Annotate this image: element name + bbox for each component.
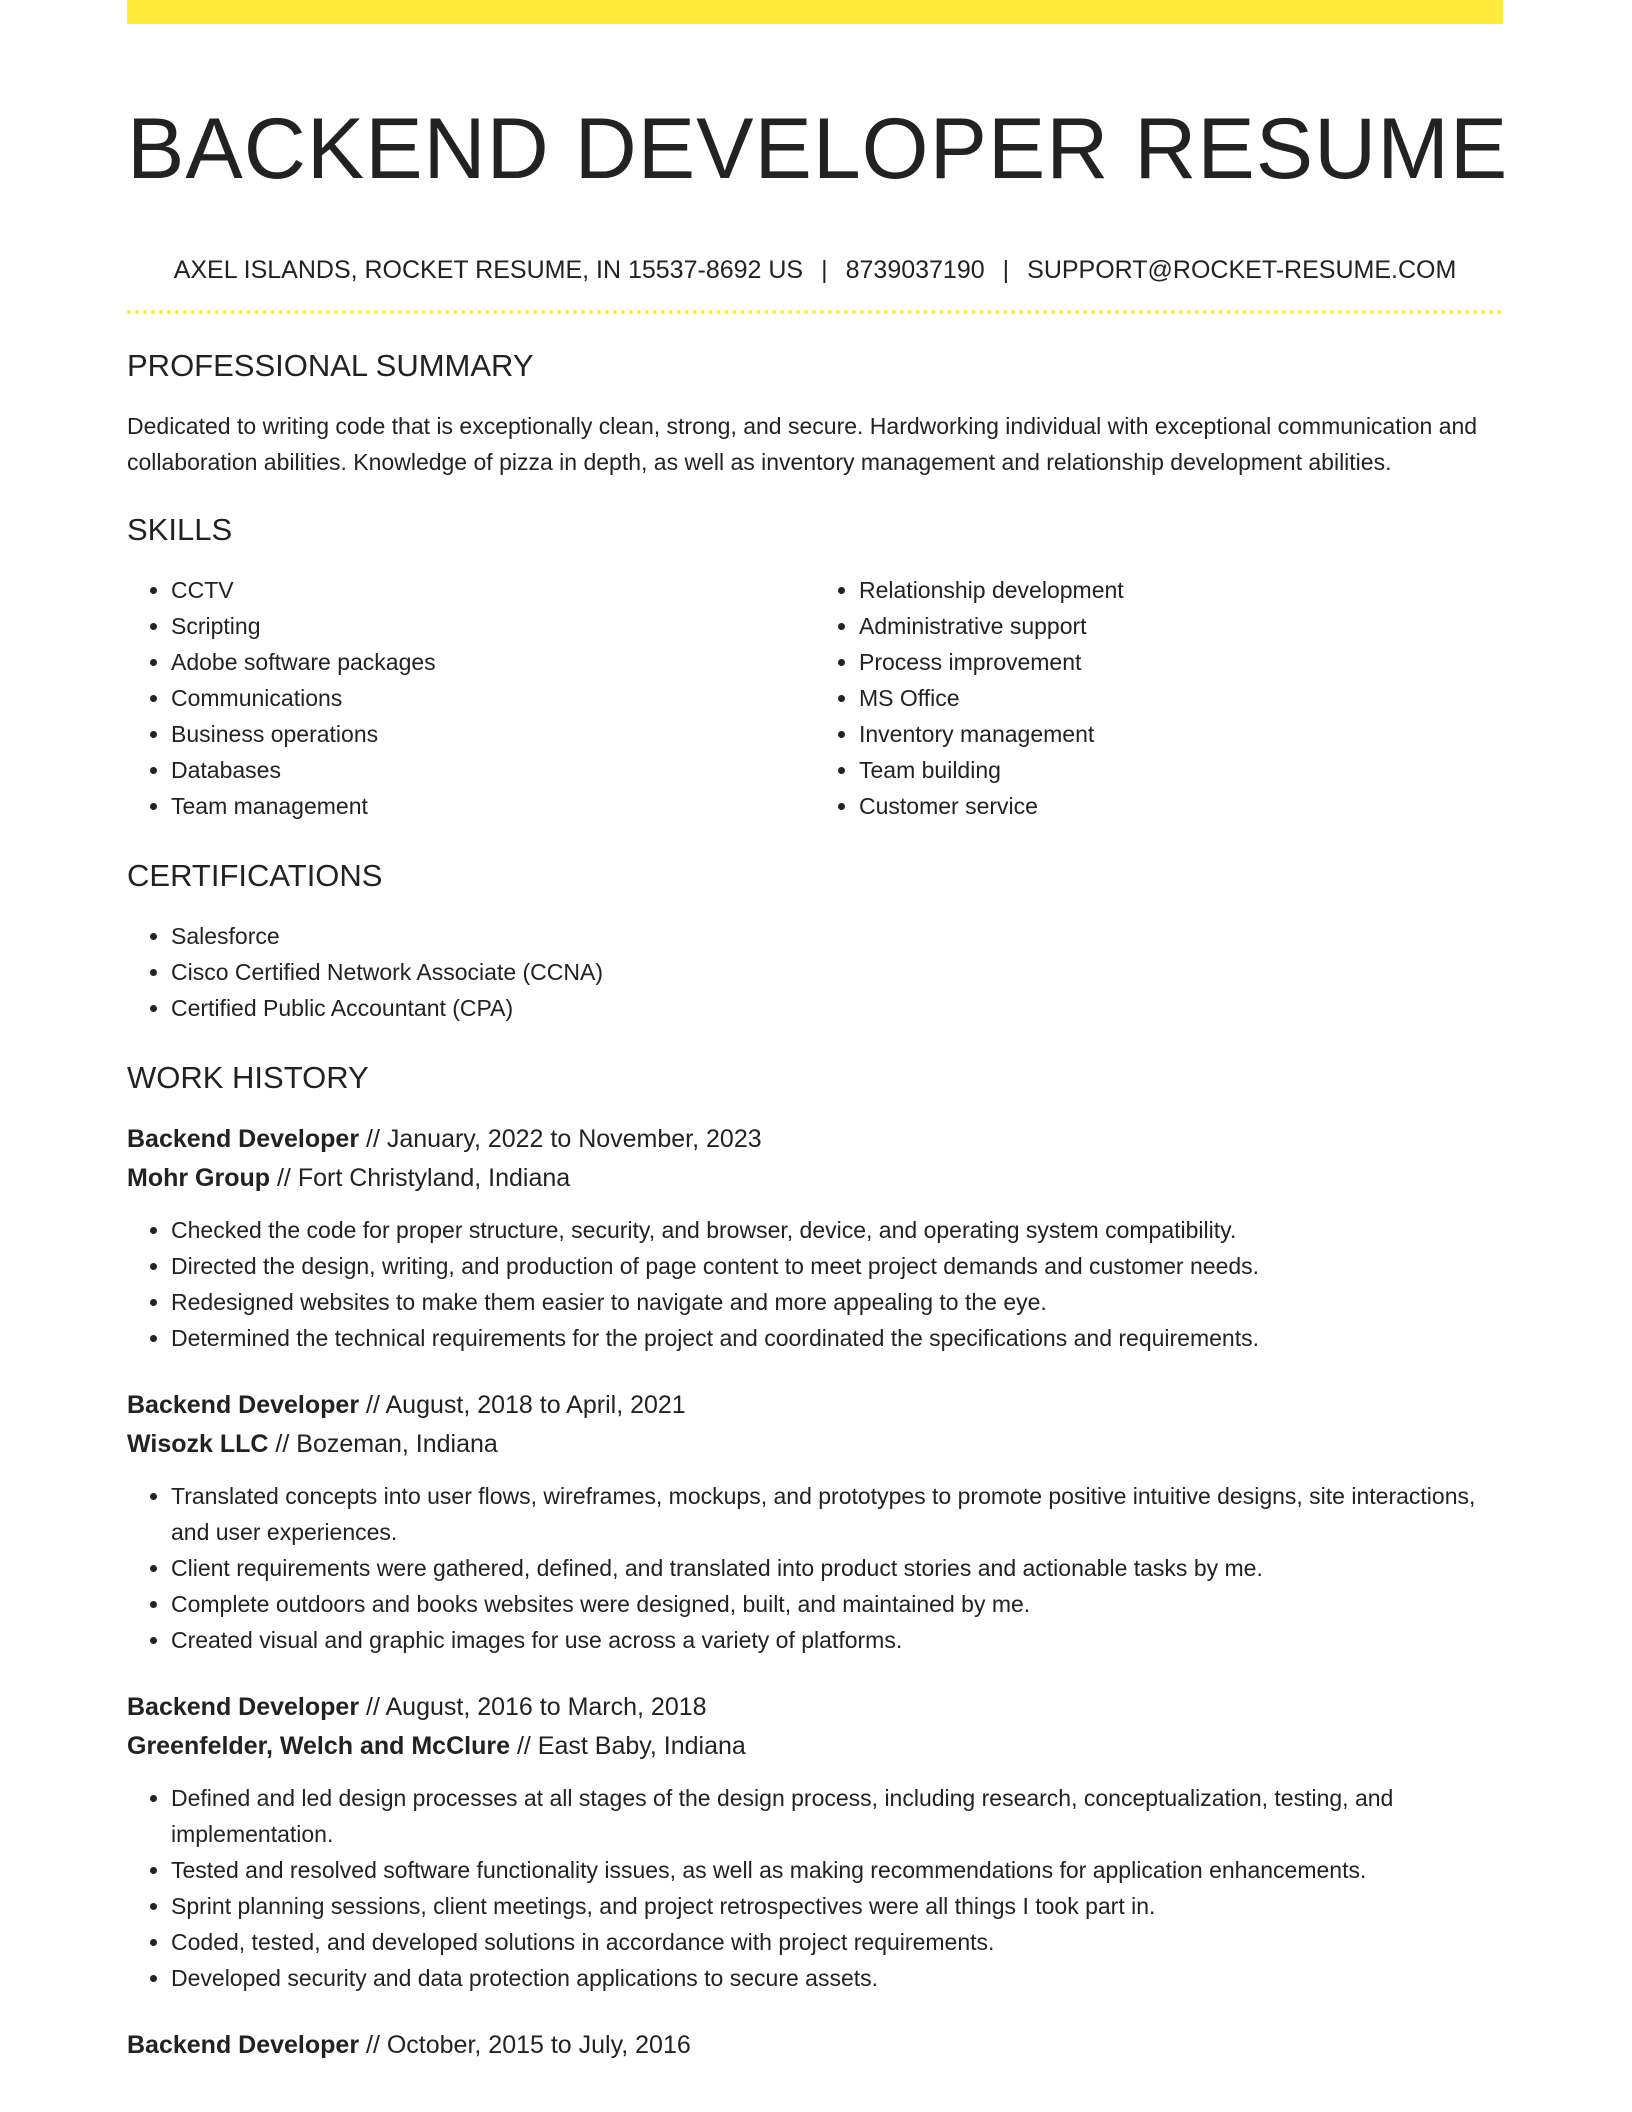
certification-item: • Cisco Certified Network Associate (CCNA) <box>171 954 1503 990</box>
job-role-line <box>127 1688 1503 1727</box>
job-location: Fort Christyland, Indiana <box>297 1164 571 1192</box>
job-duty-item: • Redesigned websites to make them easier to navigate and more appealing to the eye. <box>171 1284 1503 1320</box>
contact-email: SUPPORT@ROCKET-RESUME.COM <box>1027 256 1457 284</box>
job-divider: // <box>366 1391 380 1419</box>
job-divider: // <box>366 2031 380 2059</box>
job-dates: August, 2018 to April, 2021 <box>385 1391 686 1419</box>
job-role-line <box>127 2026 1503 2065</box>
job-duties-list <box>127 1212 1503 1356</box>
job-entry <box>127 1386 1503 1658</box>
summary-text: Dedicated to writing code that is exceptionally clean, strong, and secure. Hardworking individual with exceptional communication and collaboration abilities. Knowledge of pizza in depth, as well as inventory management and relationship development abilities. <box>127 413 1478 475</box>
job-role: Backend Developer <box>127 2031 360 2059</box>
job-company: Mohr Group <box>127 1164 271 1192</box>
job-duty-item: • Determined the technical requirements for the project and coordinated the specifications and requirements. <box>171 1320 1503 1356</box>
job-duty-item: • Coded, tested, and developed solutions in accordance with project requirements. <box>171 1924 1503 1960</box>
certification-item: • Certified Public Accountant (CPA) <box>171 990 1503 1026</box>
job-role: Backend Developer <box>127 1391 360 1419</box>
skill-item: • Databases <box>171 752 815 788</box>
skill-item: • CCTV <box>171 572 815 608</box>
contact-phone: 8739037190 <box>845 256 985 284</box>
job-duty-item: • Developed security and data protection applications to secure assets. <box>171 1960 1503 1996</box>
skill-item: • Communications <box>171 680 815 716</box>
resume-title: BACKEND DEVELOPER RESUME <box>127 101 1509 197</box>
skill-item: • Team management <box>171 788 815 824</box>
summary-heading: PROFESSIONAL SUMMARY <box>127 348 534 383</box>
job-dates: October, 2015 to July, 2016 <box>386 2031 691 2059</box>
job-divider: // <box>366 1693 380 1721</box>
job-duty-item: • Defined and led design processes at all stages of the design process, including research, conceptualization, testing, and implementation. <box>171 1780 1503 1852</box>
job-duty-item: • Directed the design, writing, and production of page content to meet project demands and customer needs. <box>171 1248 1503 1284</box>
job-divider: // <box>516 1732 531 1760</box>
skill-item: • Business operations <box>171 716 815 752</box>
job-divider: // <box>275 1430 290 1458</box>
job-duty-item: • Sprint planning sessions, client meetings, and project retrospectives were all things I took part in. <box>171 1888 1503 1924</box>
contact-address: AXEL ISLANDS, ROCKET RESUME, IN 15537-8692 US <box>173 256 804 284</box>
job-duties-list <box>127 1478 1503 1658</box>
certifications-list <box>127 918 1503 1026</box>
certification-item: • Salesforce <box>171 918 1503 954</box>
job-company: Greenfelder, Welch and McClure <box>127 1732 510 1760</box>
skills-column-right <box>815 572 1503 824</box>
skill-item: • MS Office <box>859 680 1503 716</box>
job-duty-item: • Checked the code for proper structure, security, and browser, device, and operating system compatibility. <box>171 1212 1503 1248</box>
skill-item: • Process improvement <box>859 644 1503 680</box>
job-duty-item: • Translated concepts into user flows, wireframes, mockups, and prototypes to promote positive intuitive designs, site interactions, and user experiences. <box>171 1478 1503 1550</box>
job-duty-item: • Complete outdoors and books websites were designed, built, and maintained by me. <box>171 1586 1503 1622</box>
skill-item: • Scripting <box>171 608 815 644</box>
job-duties-list <box>127 1780 1503 1996</box>
skills-column-left <box>127 572 815 824</box>
job-company-line <box>127 1425 1503 1464</box>
skill-item: • Team building <box>859 752 1503 788</box>
header-divider <box>127 310 1503 314</box>
contact-line <box>127 250 1503 290</box>
job-dates: August, 2016 to March, 2018 <box>385 1693 707 1721</box>
job-company: Wisozk LLC <box>127 1430 269 1458</box>
job-company-line <box>127 1727 1503 1766</box>
skill-item: • Relationship development <box>859 572 1503 608</box>
job-duty-item: • Tested and resolved software functionality issues, as well as making recommendations for application enhancements. <box>171 1852 1503 1888</box>
skill-item: • Inventory management <box>859 716 1503 752</box>
job-role: Backend Developer <box>127 1125 360 1153</box>
job-company-line <box>127 1159 1503 1198</box>
work-history-heading: WORK HISTORY <box>127 1060 369 1095</box>
job-role-line <box>127 1120 1503 1159</box>
skill-item: • Customer service <box>859 788 1503 824</box>
contact-separator: | <box>1002 256 1010 284</box>
skill-item: • Adobe software packages <box>171 644 815 680</box>
job-role-line <box>127 1386 1503 1425</box>
contact-separator: | <box>821 256 828 284</box>
skill-item: • Administrative support <box>859 608 1503 644</box>
job-duty-item: • Created visual and graphic images for use across a variety of platforms. <box>171 1622 1503 1658</box>
accent-top-bar <box>127 0 1503 24</box>
job-duty-item: • Client requirements were gathered, defined, and translated into product stories and actionable tasks by me. <box>171 1550 1503 1586</box>
job-entry <box>127 2026 1503 2065</box>
certifications-heading: CERTIFICATIONS <box>127 858 383 893</box>
job-divider: // <box>366 1125 380 1153</box>
job-dates: January, 2022 to November, 2023 <box>386 1125 762 1153</box>
resume-page <box>127 0 1509 2065</box>
job-location: East Baby, Indiana <box>537 1732 746 1760</box>
skills-heading: SKILLS <box>127 512 233 547</box>
job-entry <box>127 1688 1503 1996</box>
job-divider: // <box>276 1164 291 1192</box>
job-location: Bozeman, Indiana <box>296 1430 498 1458</box>
skills-list <box>127 572 1503 824</box>
job-role: Backend Developer <box>127 1693 360 1721</box>
job-entry <box>127 1120 1503 1356</box>
